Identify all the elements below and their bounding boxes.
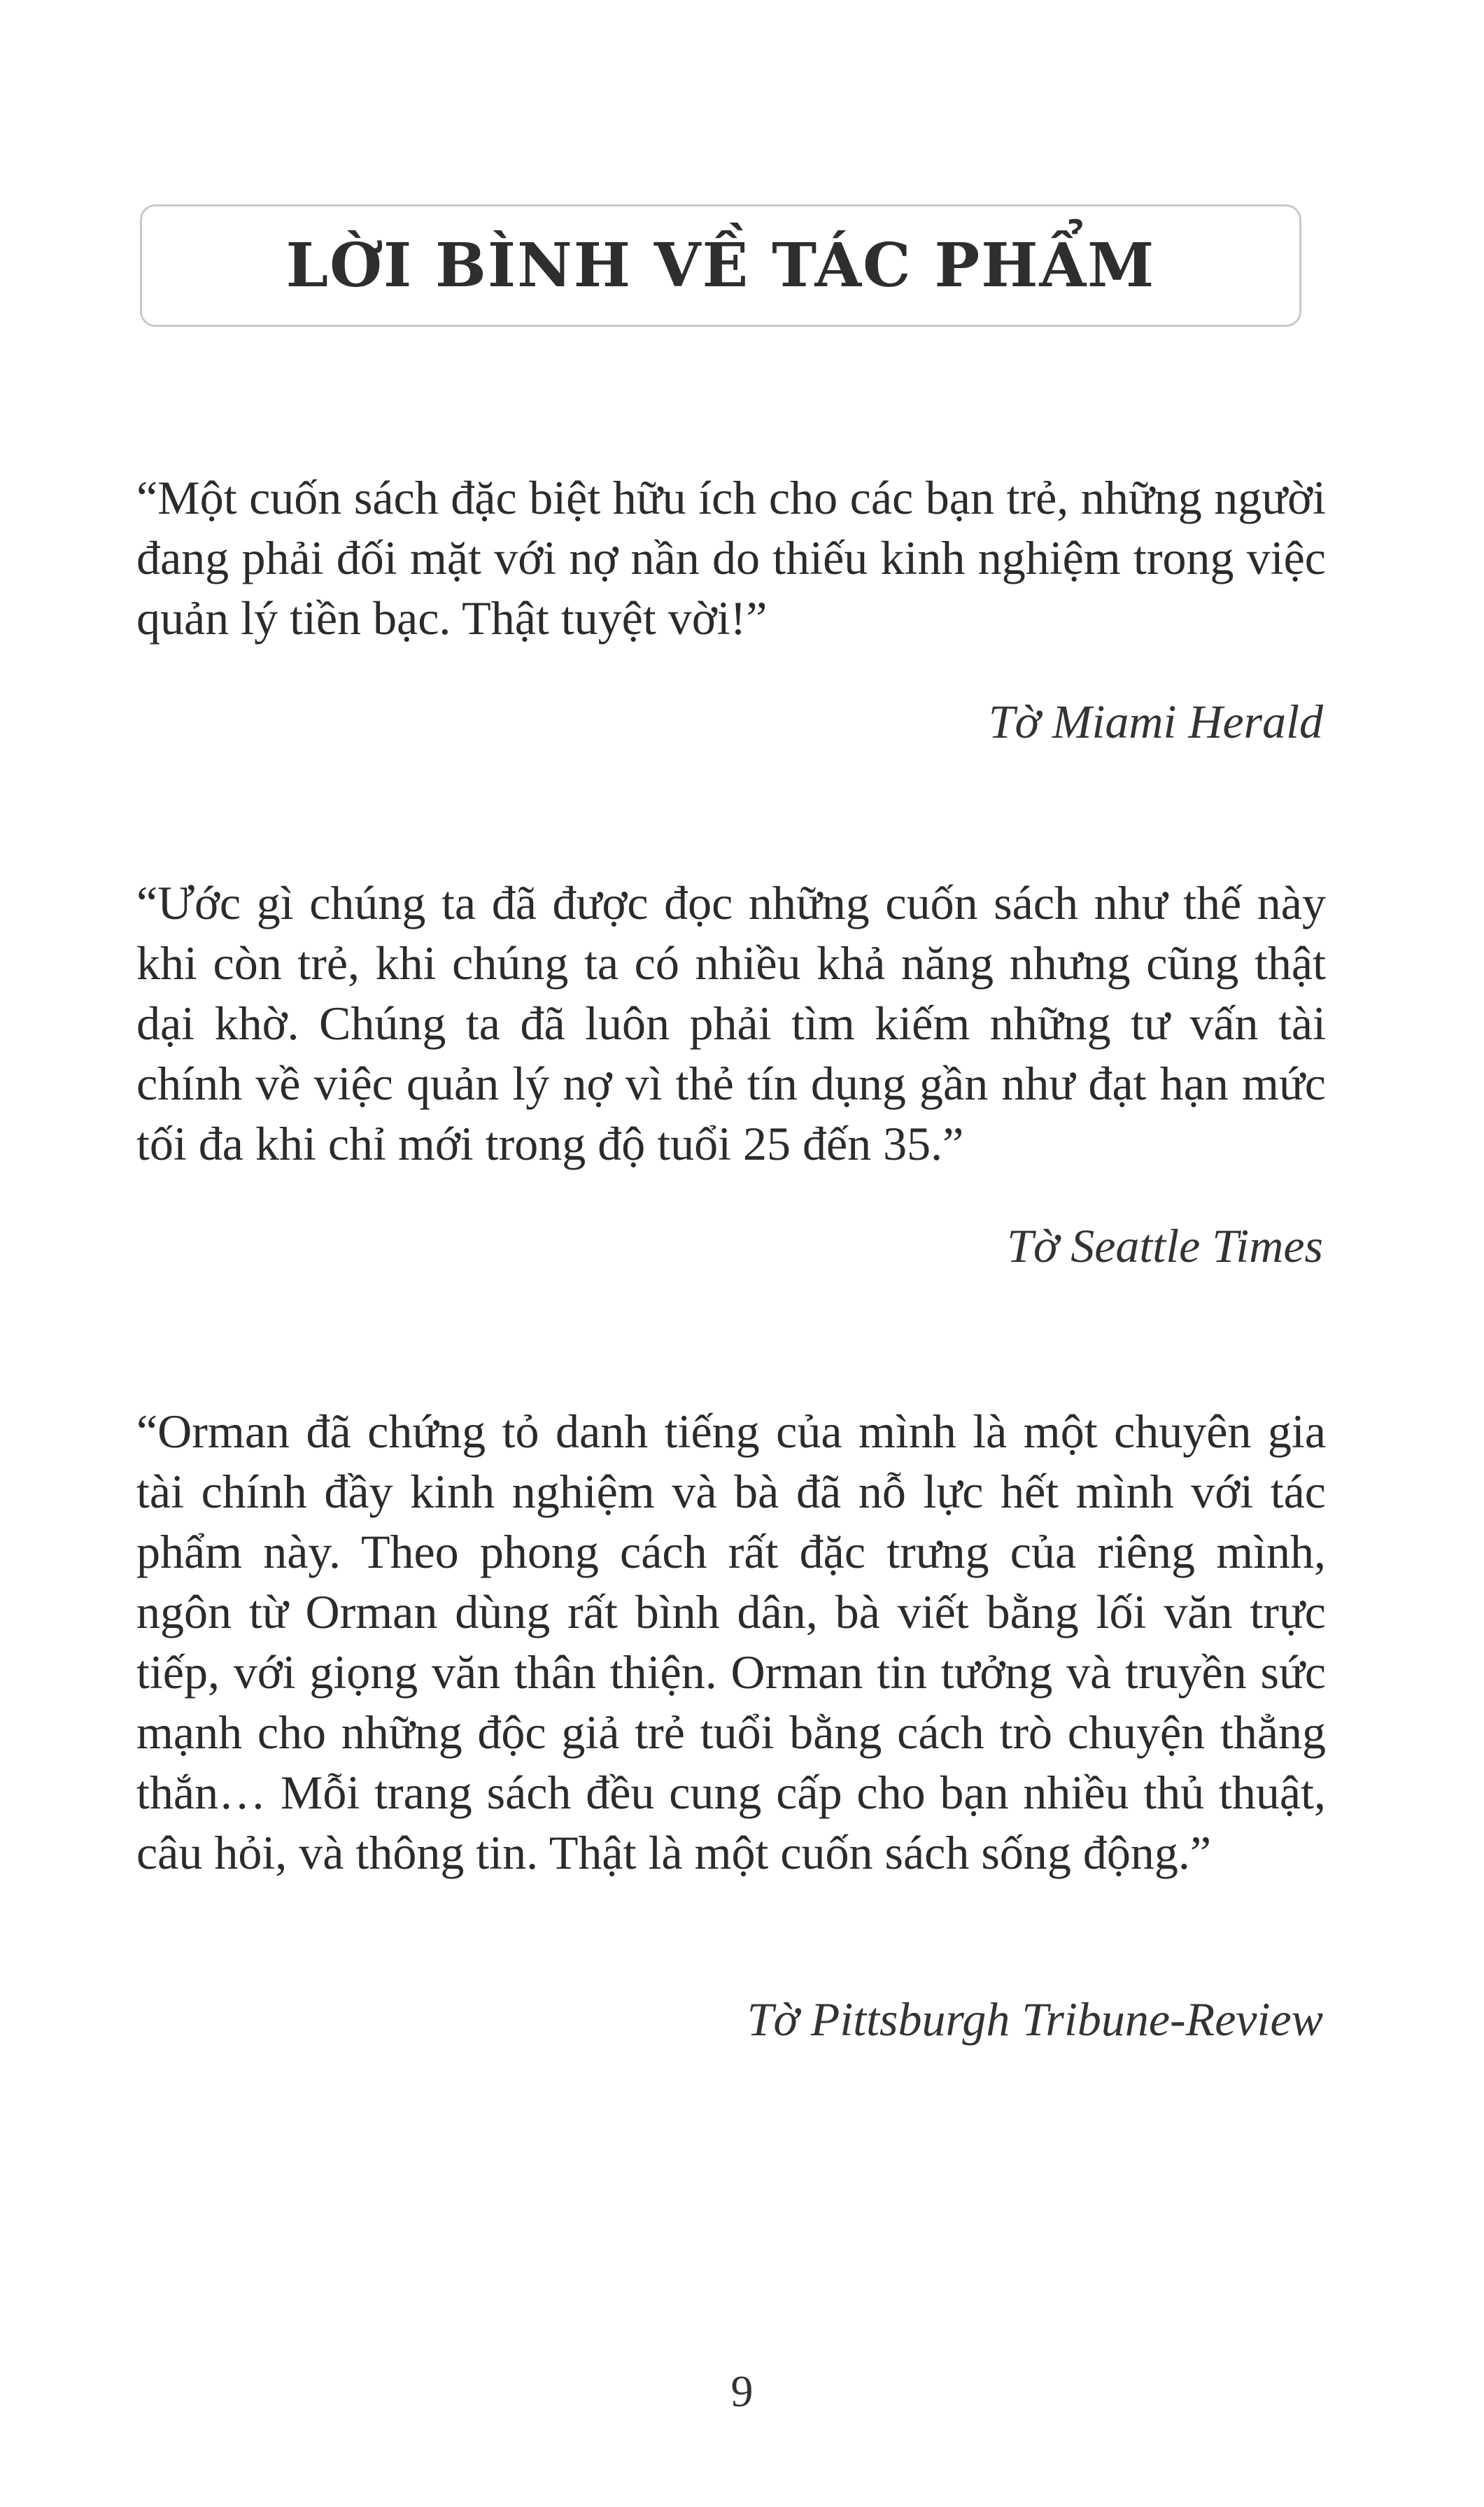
- review-quote-1: “Một cuốn sách đặc biệt hữu ích cho các bạn trẻ, những người đang phải đối mặt với nợ nần do thiếu kinh nghiệm trong việc quản lý tiền bạc. Thật tuyệt vời!”: [136, 471, 1326, 645]
- title-box: [140, 204, 1301, 327]
- review-source-2: Tờ Seattle Times: [1007, 1219, 1323, 1272]
- page-number: 9: [730, 2366, 754, 2416]
- review-quote-2: “Ước gì chúng ta đã được đọc những cuốn sách như thế này khi còn trẻ, khi chúng ta có nhiều khả năng nhưng cũng thật dại khờ. Chúng ta đã luôn phải tìm kiếm những tư vấn tài chính về việc quản lý nợ vì thẻ tín dụng gần như đạt hạn mức tối đa khi chỉ mới trong độ tuổi 25 đến 35.”: [136, 876, 1326, 1170]
- review-quote-3: “Orman đã chứng tỏ danh tiếng của mình là một chuyên gia tài chính đầy kinh nghiệm và bà đã nỗ lực hết mình với tác phẩm này. Theo phong cách rất đặc trưng của riêng mình, ngôn từ Orman dùng rất bình dân, bà viết bằng lối văn trực tiếp, với giọng văn thân thiện. Orman tin tưởng và truyền sức mạnh cho những độc giả trẻ tuổi bằng cách trò chuyện thẳng thắn… Mỗi trang sách đều cung cấp cho bạn nhiều thủ thuật, câu hỏi, và thông tin. Thật là một cuốn sách sống động.”: [136, 1405, 1326, 1879]
- page-title: LỜI BÌNH VỀ TÁC PHẨM: [285, 230, 1156, 301]
- review-source-1: Tờ Miami Herald: [988, 695, 1323, 748]
- review-source-3: Tờ Pittsburgh Tribune-Review: [747, 1993, 1323, 2046]
